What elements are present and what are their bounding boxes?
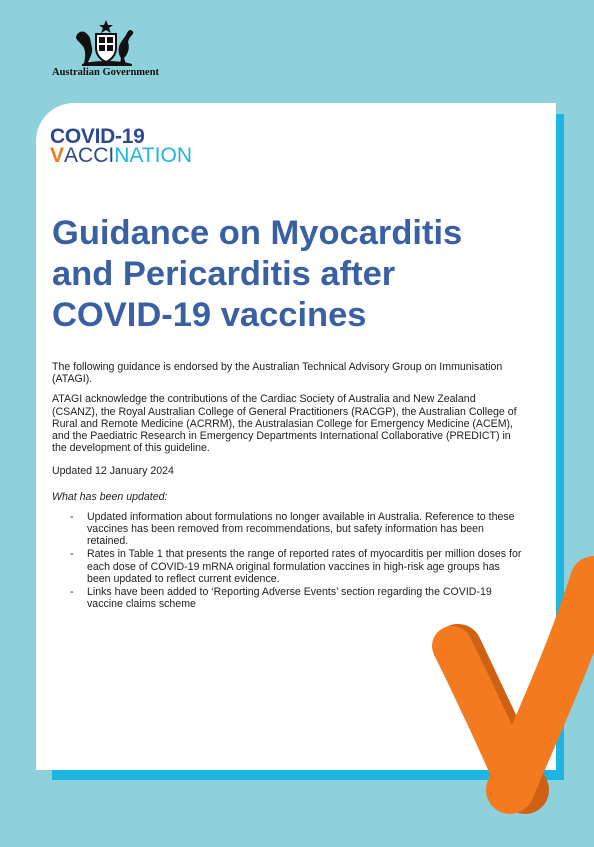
list-item [70, 548, 522, 585]
list-bullet: - [70, 548, 74, 561]
list-item [70, 510, 522, 548]
document-title: Guidance on Myocarditis and Pericarditis after COVID-19 vaccines [52, 214, 463, 334]
logo-nation: NATION [114, 144, 192, 167]
logo-line-covid: COVID-19 [50, 125, 145, 148]
covid-vaccination-logo [50, 126, 220, 170]
logo-line-vaccination [50, 145, 192, 167]
list-bullet: - [70, 586, 74, 599]
list-bullet: - [70, 510, 74, 523]
updates-list [52, 511, 522, 611]
logo-v-check: V [50, 144, 65, 167]
acknowledgement-paragraph: ATAGI acknowledge the contributions of the Cardiac Society of Australia and New Zealand (CSANZ), the Royal Australian College of General Practitioners (RACGP), the Australian College of Rural and Remote Medicine (ACRRM), the Australasian College for Emergency Medicine (ACEM), and the Paediatric Research in Emergency Departments International Collaborative (PREDICT) in the development of this guideline. [52, 393, 517, 455]
endorsement-paragraph: The following guidance is endorsed by the Australian Technical Advisory Group on Immunisation (ATAGI). [52, 361, 503, 386]
logo-acci: ACCI [64, 144, 115, 167]
list-item-text: Links have been added to ‘Reporting Adverse Events’ section regarding the COVID-19 vaccine claims scheme [87, 586, 492, 611]
updates-heading: What has been updated: [52, 490, 168, 503]
government-name: Australian Government [52, 67, 160, 78]
updated-date: Updated 12 January 2024 [52, 465, 174, 478]
list-item [70, 586, 522, 611]
list-item-text: Updated information about formulations no longer available in Australia. Reference to these vaccines has been removed from recommendations, but safety information has been retained. [87, 510, 515, 548]
list-item-text: Rates in Table 1 that presents the range of reported rates of myocarditis per million doses for each dose of COVID-19 mRNA original formulation vaccines in high-risk age groups has been updated to reflect current evidence. [87, 548, 522, 585]
document-body [52, 361, 522, 611]
